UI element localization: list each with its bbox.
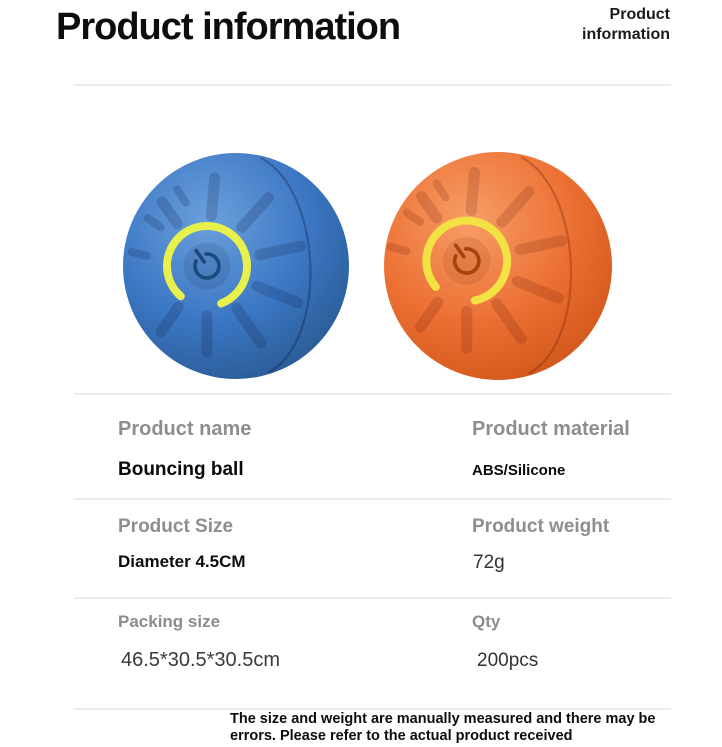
label-product-name: Product name [118, 418, 252, 440]
label-product-weight: Product weight [472, 516, 610, 537]
divider-row3 [74, 597, 671, 599]
disclaimer-note [230, 711, 690, 745]
disclaimer-line1: The size and weight are manually measured and there may be [230, 711, 656, 727]
divider-row1 [74, 393, 671, 395]
value-product-size: Diameter 4.5CM [118, 552, 246, 571]
label-product-size: Product Size [118, 516, 234, 537]
page-title: Product information [56, 6, 401, 48]
divider-footnote [74, 708, 671, 710]
value-product-weight: 72g [473, 552, 505, 573]
orange-ball-image [382, 141, 614, 391]
orange-power-button [443, 237, 490, 284]
divider-header [74, 84, 671, 86]
label-qty: Qty [472, 612, 501, 631]
blue-ball-body [123, 153, 349, 379]
label-product-material: Product material [472, 418, 630, 440]
value-qty: 200pcs [477, 650, 539, 671]
orange-ball-body [384, 152, 612, 380]
blue-power-button [184, 243, 231, 290]
value-product-material: ABS/Silicone [472, 462, 566, 479]
value-packing-size: 46.5*30.5*30.5cm [121, 649, 281, 671]
corner-watermark [582, 5, 670, 45]
corner-line1: Product [609, 6, 670, 23]
value-product-name: Bouncing ball [118, 459, 244, 480]
disclaimer-line2: errors. Please refer to the actual product received [230, 728, 573, 744]
corner-line2: information [582, 26, 670, 43]
divider-row2 [74, 498, 671, 500]
blue-ball-image [121, 143, 351, 389]
label-packing-size: Packing size [118, 612, 221, 631]
